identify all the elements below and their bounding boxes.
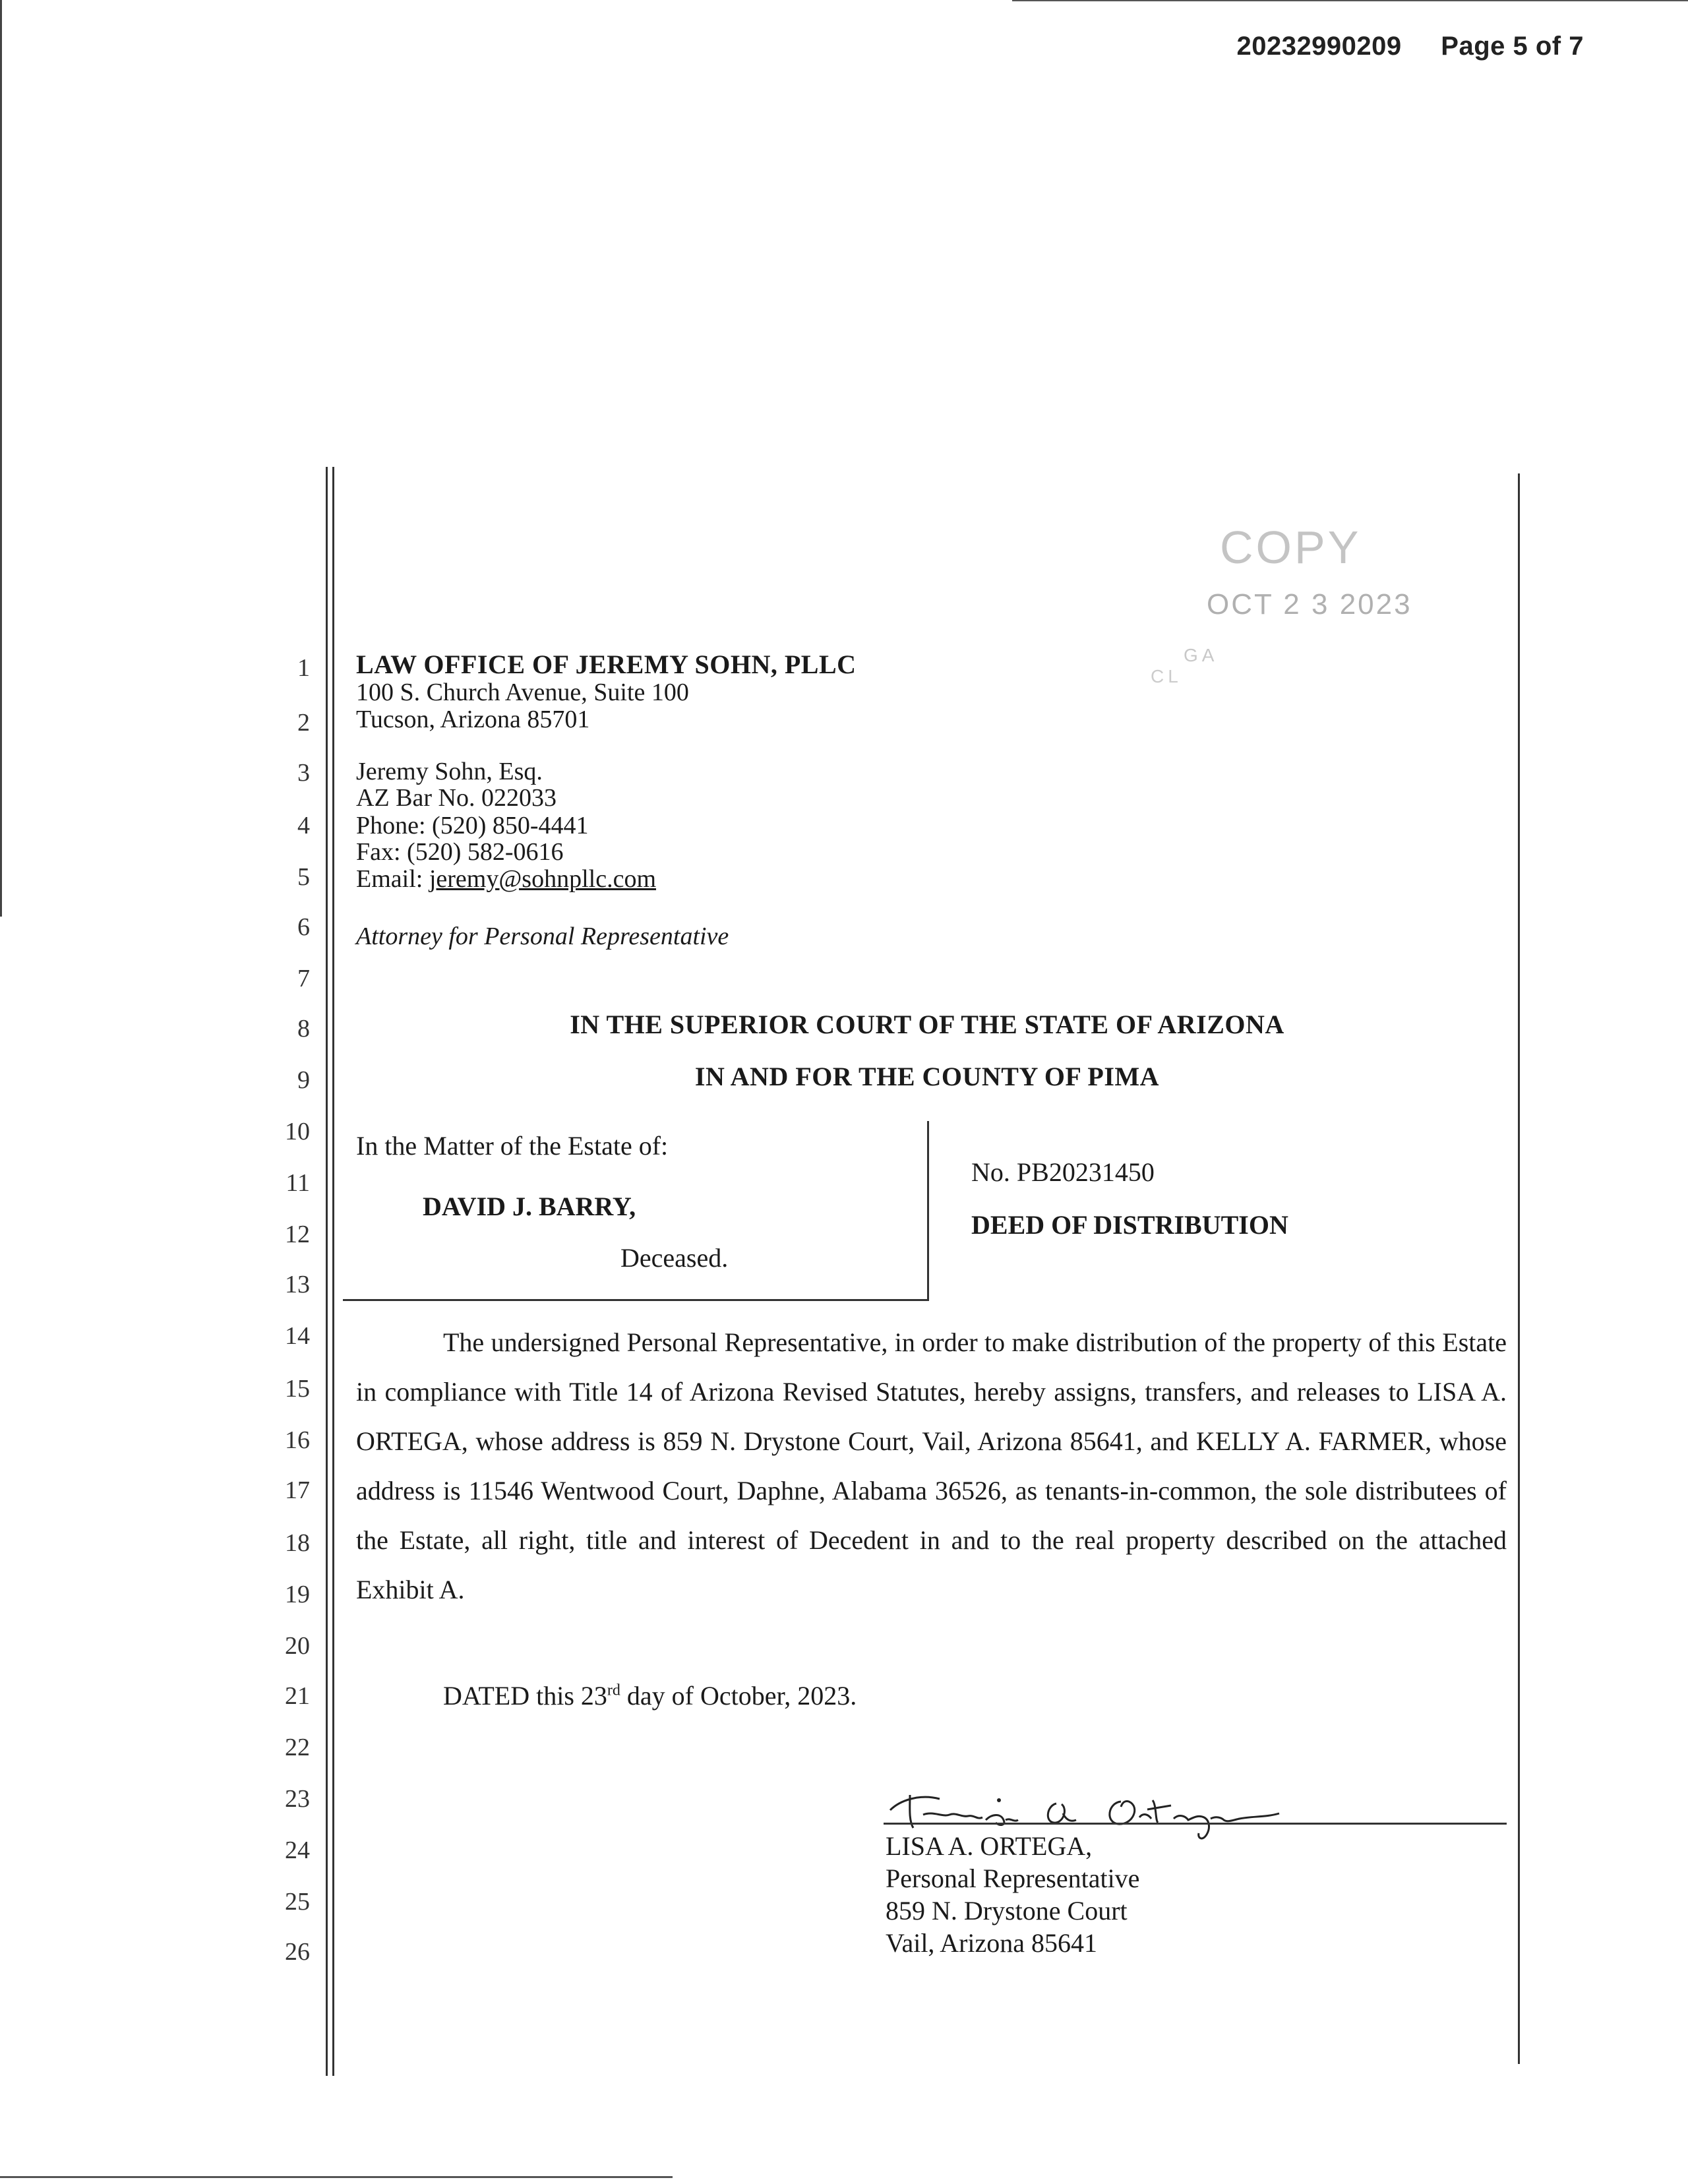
line-number: 15	[285, 1375, 310, 1403]
page-header	[1236, 32, 1584, 61]
line-number: 9	[297, 1066, 310, 1094]
attorney-bar-number: AZ Bar No. 022033	[356, 784, 557, 812]
line-number: 26	[285, 1938, 310, 1966]
line-number: 6	[297, 913, 310, 941]
pleading-rule-right	[1518, 473, 1520, 2064]
line-number: 20	[285, 1632, 310, 1660]
line-number: 19	[285, 1581, 310, 1608]
attorney-email-line	[356, 866, 656, 892]
copy-stamp: COPY	[1220, 522, 1362, 573]
attorney-email-link[interactable]: jeremy@sohnpllc.com	[429, 865, 657, 893]
signer-name: LISA A. ORTEGA,	[886, 1831, 1093, 1861]
line-number: 22	[285, 1734, 310, 1761]
document-title: DEED OF DISTRIBUTION	[971, 1210, 1288, 1240]
signer-address-2: Vail, Arizona 85641	[886, 1928, 1098, 1958]
line-number: 8	[297, 1015, 310, 1043]
line-number: 12	[285, 1221, 310, 1248]
line-number: 17	[285, 1476, 310, 1504]
case-number: No. PB20231450	[971, 1157, 1155, 1187]
firm-address-1: 100 S. Church Avenue, Suite 100	[356, 679, 689, 706]
line-number: 11	[286, 1169, 310, 1197]
line-number: 5	[297, 863, 310, 891]
court-heading-line-2: IN AND FOR THE COUNTY OF PIMA	[694, 1062, 1160, 1091]
line-number: 4	[297, 812, 310, 839]
line-number: 18	[285, 1529, 310, 1557]
line-number: 10	[285, 1118, 310, 1145]
stamp-date: OCT 2 3 2023	[1207, 588, 1412, 621]
dated-suffix: day of October, 2023.	[620, 1681, 857, 1711]
dated-line	[443, 1680, 857, 1711]
attorney-fax: Fax: (520) 582-0616	[356, 838, 564, 866]
line-number: 13	[285, 1271, 310, 1298]
signature-block	[886, 1830, 1139, 1959]
dated-prefix: DATED this 23	[443, 1681, 607, 1711]
stamp-faded-line-2: CL	[1151, 666, 1182, 686]
pleading-rule-left-inner	[332, 467, 334, 2076]
line-number: 14	[285, 1322, 310, 1350]
line-number: 7	[297, 965, 310, 992]
stamp-faded-line-1: GA	[1184, 645, 1219, 665]
signer-title: Personal Representative	[886, 1864, 1140, 1893]
line-number: 16	[285, 1426, 310, 1454]
page-label: Page 5 of 7	[1441, 32, 1584, 61]
line-number: 23	[285, 1785, 310, 1813]
line-number: 21	[285, 1682, 310, 1710]
signer-address-1: 859 N. Drystone Court	[886, 1896, 1128, 1926]
line-number: 3	[297, 759, 310, 787]
firm-name: LAW OFFICE OF JEREMY SOHN, PLLC	[356, 650, 857, 679]
caption-matter: In the Matter of the Estate of:	[356, 1131, 669, 1161]
attorney-name: Jeremy Sohn, Esq.	[356, 758, 543, 785]
email-label: Email:	[356, 865, 429, 893]
distribution-paragraph-text: The undersigned Personal Representative, in order to make distribution of the property of this Estate in compliance with Title 14 of Arizona Revised Statutes, hereby assigns, transfers, and releases to LISA A. ORTEGA, whose address is 859 N. Drystone Court, Vail, Arizona 85641, and KELLY A. FARMER, whose address is 11546 Wentwood Court, Daphne, Alabama 36526, as tenants-in-common, the sole distributees of the Estate, all right, title and interest of Decedent in and to the real property described on the attached Exhibit A.	[356, 1327, 1507, 1604]
scan-edge-top	[1012, 0, 1688, 1]
scan-edge-bottom	[0, 2176, 673, 2178]
line-number: 2	[297, 709, 310, 737]
line-number: 24	[285, 1836, 310, 1864]
document-number: 20232990209	[1236, 32, 1402, 61]
pleading-rule-left-outer	[326, 467, 328, 2076]
caption-status: Deceased.	[620, 1243, 729, 1273]
attorney-phone: Phone: (520) 850-4441	[356, 812, 589, 839]
signature-line	[884, 1823, 1507, 1825]
attorney-role: Attorney for Personal Representative	[356, 923, 729, 950]
line-number: 25	[285, 1888, 310, 1916]
distribution-paragraph	[356, 1318, 1507, 1614]
caption-decedent: DAVID J. BARRY,	[423, 1192, 636, 1221]
line-number: 1	[297, 654, 310, 682]
scan-edge-left	[0, 0, 2, 917]
dated-ordinal: rd	[607, 1682, 620, 1699]
court-heading-line-1: IN THE SUPERIOR COURT OF THE STATE OF ARIZONA	[570, 1010, 1284, 1039]
firm-address-2: Tucson, Arizona 85701	[356, 706, 590, 733]
